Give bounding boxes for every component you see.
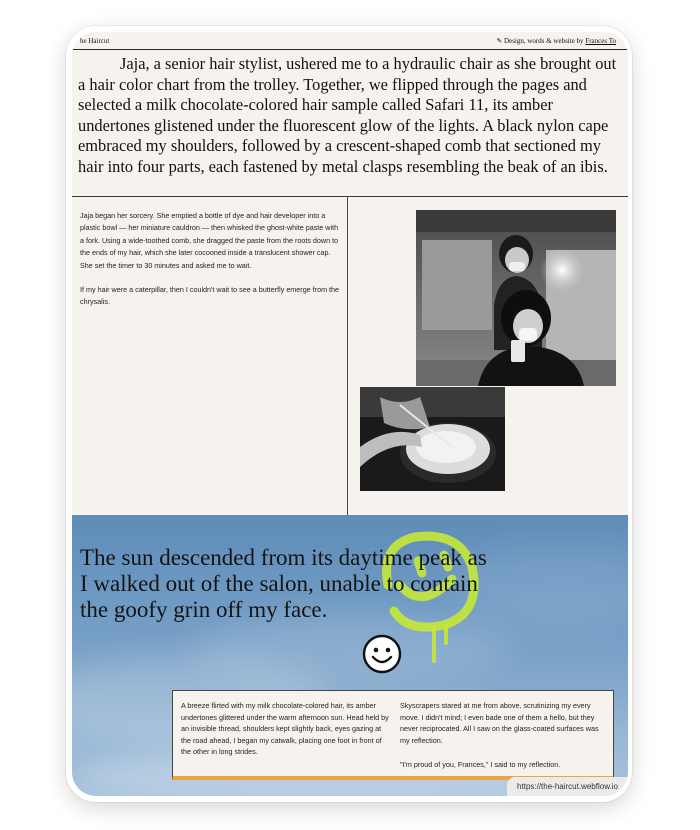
webpage-screen (72, 32, 628, 796)
box-left-paragraph: A breeze flirted with my milk chocolate-colored hair, its amber undertones glittered under the warm afternoon sun. Head held by an invisible thread, shoulders kept slightly back, eyes gazing at the road ahead, I began my catwalk, placing one foot in front of the other in long strides. (181, 701, 389, 757)
box-right-column (400, 700, 610, 771)
dye-bowl-photo (360, 387, 505, 491)
sky-section (72, 515, 628, 796)
story-text-column (80, 210, 342, 309)
column-divider (347, 197, 348, 515)
credit-line (496, 37, 616, 45)
box-right-quote: "I'm proud of you, Frances," I said to my reflection. (400, 760, 561, 770)
salon-mirror-photo (416, 210, 616, 386)
author-link[interactable]: Frances To (585, 37, 616, 45)
box-right-paragraph: Skyscrapers stared at me from above, scrutinizing my every move. I didn't mind; I even bade one of them a hello, but they never reciprocated. All I saw on the glass-coated surfaces was my reflection. (400, 701, 599, 745)
url-status-pill[interactable]: https://the-haircut.webflow.io (507, 777, 628, 796)
story-text-box (172, 690, 614, 780)
site-title[interactable]: he Haircut (80, 37, 110, 45)
top-bar (72, 32, 628, 50)
credit-prefix: ✎ Design, words & website by (496, 37, 584, 45)
divider (72, 196, 628, 197)
smiley-face-icon (362, 634, 402, 674)
pull-quote: The sun descended from its daytime peak as I walked out of the salon, unable to contain the goofy grin off my face. (80, 545, 487, 622)
story-paragraph: Jaja began her sorcery. She emptied a bottle of dye and hair developer into a plastic bowl — her miniature cauldron — then whisked the ghost-white paste with a fork. Using a wide-toothed comb, she dragged the paste from the roots down to the ends of my hair, which she later cocooned inside a translucent shower cap. She set the timer to 30 minutes and asked me to wait. (80, 211, 339, 270)
intro-paragraph: Jaja, a senior hair stylist, ushered me to a hydraulic chair as she brought out a hair color chart from the trolley. Together, we flipped through the pages and selected a milk chocolate-colored hair sample called Safari 11, its amber undertones glistened under the fluorescent glow of the lights. A black nylon cape embraced my shoulders, followed by a crescent-shaped comb that sectioned my hair into four parts, each fastened by metal clasps resembling the beak of an ibis. (78, 54, 617, 176)
story-paragraph: If my hair were a caterpillar, then I couldn't wait to see a butterfly emerge from the chrysalis. (80, 285, 340, 307)
